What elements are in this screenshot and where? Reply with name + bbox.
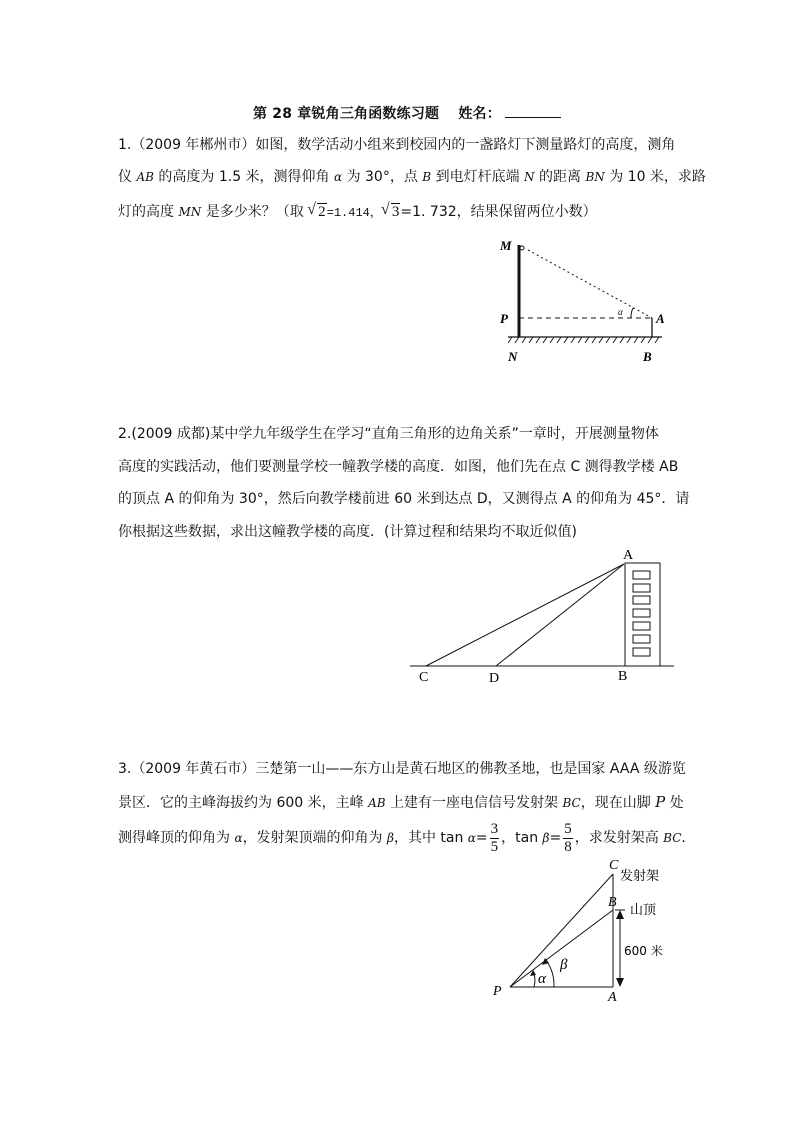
label-b: B — [608, 895, 617, 910]
text: 的高度为 1.5 米，测得仰角 — [153, 169, 335, 185]
q3-line-2 — [118, 793, 684, 812]
fraction-5-8 — [563, 821, 573, 856]
sqrt-3 — [382, 203, 401, 221]
q1-line-2 — [118, 168, 706, 186]
building-ab — [625, 563, 660, 666]
var-alpha: α — [234, 831, 243, 845]
label-height: 600 米 — [624, 944, 663, 958]
q3-figure-mountain — [490, 855, 690, 1005]
label-beta: β — [560, 957, 568, 973]
var-beta: β — [387, 831, 394, 845]
denominator: 8 — [564, 838, 572, 855]
title-text: 第 28 章锐角三角函数练习题 — [253, 106, 440, 122]
sight-line-ca — [426, 564, 624, 666]
var-alpha: α — [334, 170, 343, 184]
text: 到电灯杆底端 — [431, 169, 525, 185]
q3-line-3 — [118, 818, 695, 858]
q2-line-3: 的顶点 A 的仰角为 30°，然后向教学楼前进 60 米到达点 D，又测得点 A 的仰角为 45°．请 — [118, 491, 690, 507]
var-bc: BC — [663, 831, 682, 845]
sight-line — [528, 250, 652, 318]
sqrt-2 — [308, 203, 327, 221]
label-a: A — [656, 311, 665, 326]
text: 仪 — [118, 169, 137, 185]
var-bc: BC — [562, 796, 581, 810]
text: 灯的高度 — [118, 204, 179, 220]
label-c: C — [609, 858, 619, 873]
equals: = — [475, 830, 488, 846]
q1-line-3 — [118, 203, 597, 222]
ground-hatch — [508, 337, 659, 343]
q1-line-1: 1.（2009 年郴州市）如图，数学活动小组来到校园内的一盏路灯下测量路灯的高度，测角 — [118, 137, 676, 153]
label-b: B — [643, 349, 652, 364]
beta-arc — [546, 960, 554, 987]
text: =1. 732，结果保留两位小数） — [400, 204, 597, 220]
text: ，tan — [501, 830, 543, 846]
arrow-up-icon — [616, 910, 624, 919]
var-bn: BN — [585, 170, 605, 184]
text: 测得峰顶的仰角为 — [118, 830, 235, 846]
q2-figure-building — [400, 540, 690, 690]
var-p: P — [655, 793, 666, 811]
numerator: 3 — [490, 820, 499, 837]
label-tower: 发射架 — [620, 869, 660, 884]
denominator: 5 — [490, 838, 499, 855]
sight-line-pb — [510, 910, 613, 987]
label-d: D — [489, 671, 500, 686]
text: ． — [681, 830, 696, 846]
q2-line-1: 2.(2009 成都)某中学九年级学生在学习“直角三角形的边角关系”一章时，开展测量物体 — [118, 426, 659, 442]
label-alpha: α — [538, 971, 546, 987]
q3-line-1: 3.（2009 年黄石市）三楚第一山——东方山是黄石地区的佛教圣地，也是国家 AAA 级游览 — [118, 761, 686, 777]
text: 的距离 — [534, 169, 586, 185]
label-p: P — [500, 311, 508, 326]
angle-arc — [631, 308, 633, 318]
text: 处 — [665, 795, 684, 811]
var-beta: β — [542, 831, 550, 845]
label-peak: 山顶 — [630, 903, 657, 918]
label-n: N — [508, 349, 518, 364]
var-n: N — [524, 170, 535, 184]
text: 上建有一座电信信号发射架 — [385, 795, 563, 811]
label-p: P — [493, 984, 502, 999]
text: 为 10 米，求路 — [604, 169, 706, 185]
text: 景区．它的主峰海拔约为 600 米，主峰 — [118, 795, 369, 811]
lamp-bulb — [520, 246, 524, 250]
label-a: A — [608, 990, 617, 1005]
label-c: C — [419, 670, 429, 685]
text: ，求发射架高 — [574, 830, 664, 846]
q1-figure-lamp — [490, 230, 680, 370]
var-mn: MN — [178, 205, 202, 219]
label-m: M — [500, 238, 512, 253]
text: 为 30°，点 — [342, 169, 423, 185]
var-ab: AB — [136, 170, 154, 184]
radicand: 3 — [391, 204, 400, 220]
label-alpha: α — [618, 307, 623, 317]
q2-line-4: 你根据这些数据，求出这幢教学楼的高度．(计算过程和结果均不取近似值) — [118, 524, 577, 540]
text: 是多少米？（取 — [201, 204, 309, 220]
text: ，发射架顶端的仰角为 — [242, 830, 388, 846]
label-b: B — [618, 669, 628, 684]
arrow-down-icon — [616, 978, 624, 987]
worksheet-title — [253, 103, 561, 123]
building-windows — [633, 571, 650, 656]
q2-line-2: 高度的实践活动，他们要测量学校一幢教学楼的高度．如图，他们先在点 C 测得教学楼 AB — [118, 459, 679, 475]
equals: = — [549, 830, 562, 846]
sight-line-da — [496, 564, 624, 666]
var-ab: AB — [368, 796, 386, 810]
name-label: 姓名： — [458, 106, 501, 122]
text: ，现在山脚 — [580, 795, 656, 811]
fraction-3-5 — [490, 821, 500, 856]
var-alpha: α — [467, 831, 476, 845]
numerator: 5 — [564, 820, 572, 837]
name-blank-line — [505, 105, 561, 118]
radicand: 2 — [318, 204, 326, 220]
text: ，其中 tan — [393, 830, 468, 846]
label-a: A — [623, 548, 634, 563]
text: =1.414， — [326, 206, 382, 220]
var-b: B — [422, 170, 432, 184]
